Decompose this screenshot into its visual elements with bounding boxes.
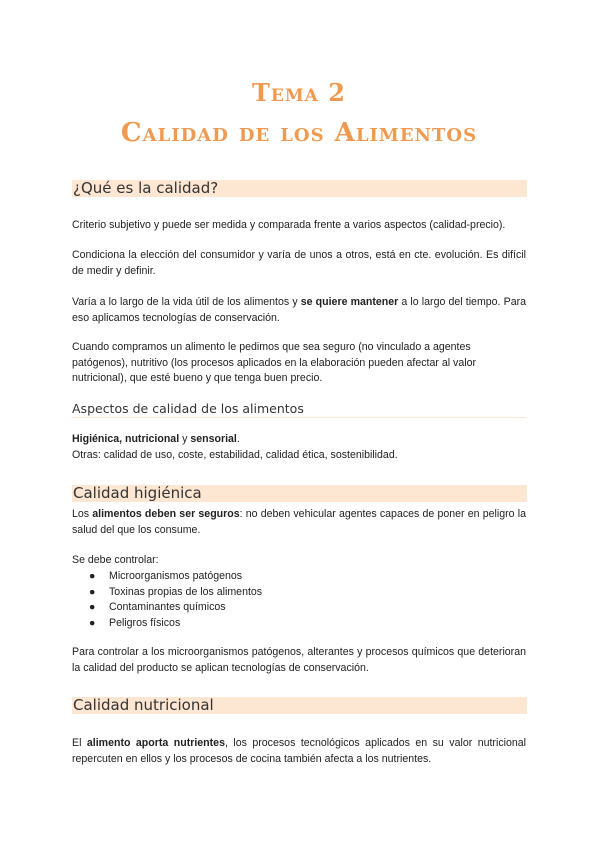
list-item xyxy=(72,600,526,616)
list-item-label: Toxinas propias de los alimentos xyxy=(109,585,263,598)
text-segment: Los xyxy=(72,508,93,520)
paragraph-criterio: Criterio subjetivo y puede ser medida y comparada frente a varios aspectos (calidad-precio). xyxy=(72,219,506,231)
paragraph-alimentos-seguros xyxy=(72,507,526,538)
text-segment: Varía a lo largo de la vida útil de los alimentos y xyxy=(72,296,301,308)
paragraph-cuando-compramos: Cuando compramos un alimento le pedimos que sea seguro (no vinculado a agentes patógenos), nutritivo (los procesos aplicados en la elaboración pueden afectar al valor nutricional), que esté bueno y que tenga buen precio. xyxy=(72,341,476,384)
paragraph-alimento-nutrientes xyxy=(72,736,526,767)
list-item-label: Contaminantes químicos xyxy=(109,601,226,613)
document-title: Calidad de los Alimentos xyxy=(120,118,478,148)
list-item xyxy=(72,569,526,585)
bullet-icon: ● xyxy=(89,585,96,598)
document-title-topic: Tema 2 xyxy=(252,78,346,107)
text-segment: . xyxy=(236,433,240,445)
bullet-icon: ● xyxy=(89,616,96,629)
text-segment: y xyxy=(179,433,191,445)
text-segment: a lo largo del tiempo. Para eso aplicamos tecnologías de conservación. xyxy=(72,296,527,324)
heading-calidad-nutricional: Calidad nutricional xyxy=(72,697,527,714)
text-segment: El xyxy=(72,737,87,749)
list-item-label: Microorganismos patógenos xyxy=(109,570,243,582)
paragraph-aspectos-otras: Otras: calidad de uso, coste, estabilidad, calidad ética, sostenibilidad. xyxy=(72,449,398,461)
text-segment: : no deben vehicular agentes capaces de poner en peligro la salud del que los consume. xyxy=(72,508,526,536)
heading-calidad-higienica: Calidad higiénica xyxy=(72,485,527,502)
list-item xyxy=(72,585,526,601)
list-item xyxy=(72,616,526,632)
bullet-icon: ● xyxy=(89,601,96,613)
control-list xyxy=(72,569,526,631)
subheading-aspectos: Aspectos de calidad de los alimentos xyxy=(72,401,526,418)
bold-text: sensorial xyxy=(190,433,237,445)
bold-text: alimentos deben ser seguros xyxy=(92,508,240,520)
paragraph-para-controlar: Para controlar a los microorganismos patógenos, alterantes y procesos químicos que deterioran la calidad del producto se aplican tecnologías de conservación. xyxy=(72,646,526,674)
heading-que-es-calidad: ¿Qué es la calidad? xyxy=(72,180,527,197)
bullet-icon: ● xyxy=(89,570,96,582)
paragraph-varia xyxy=(72,295,526,326)
bold-text: alimento aporta nutrientes xyxy=(86,737,225,749)
bold-text: se quiere mantener xyxy=(300,296,399,308)
paragraph-se-debe-controlar: Se debe controlar: xyxy=(72,554,159,566)
bold-text: Higiénica, nutricional xyxy=(72,433,180,445)
paragraph-condiciona: Condiciona la elección del consumidor y varía de unos a otros, está en cte. evolución. Es difícil de medir y definir. xyxy=(72,249,526,277)
list-item-label: Peligros físicos xyxy=(109,616,181,629)
text-segment: , los procesos tecnológicos aplicados en su valor nutricional repercuten en ellos y los procesos de cocina también afecta a los nutrientes. xyxy=(72,737,526,765)
paragraph-aspectos-principales xyxy=(72,432,526,448)
